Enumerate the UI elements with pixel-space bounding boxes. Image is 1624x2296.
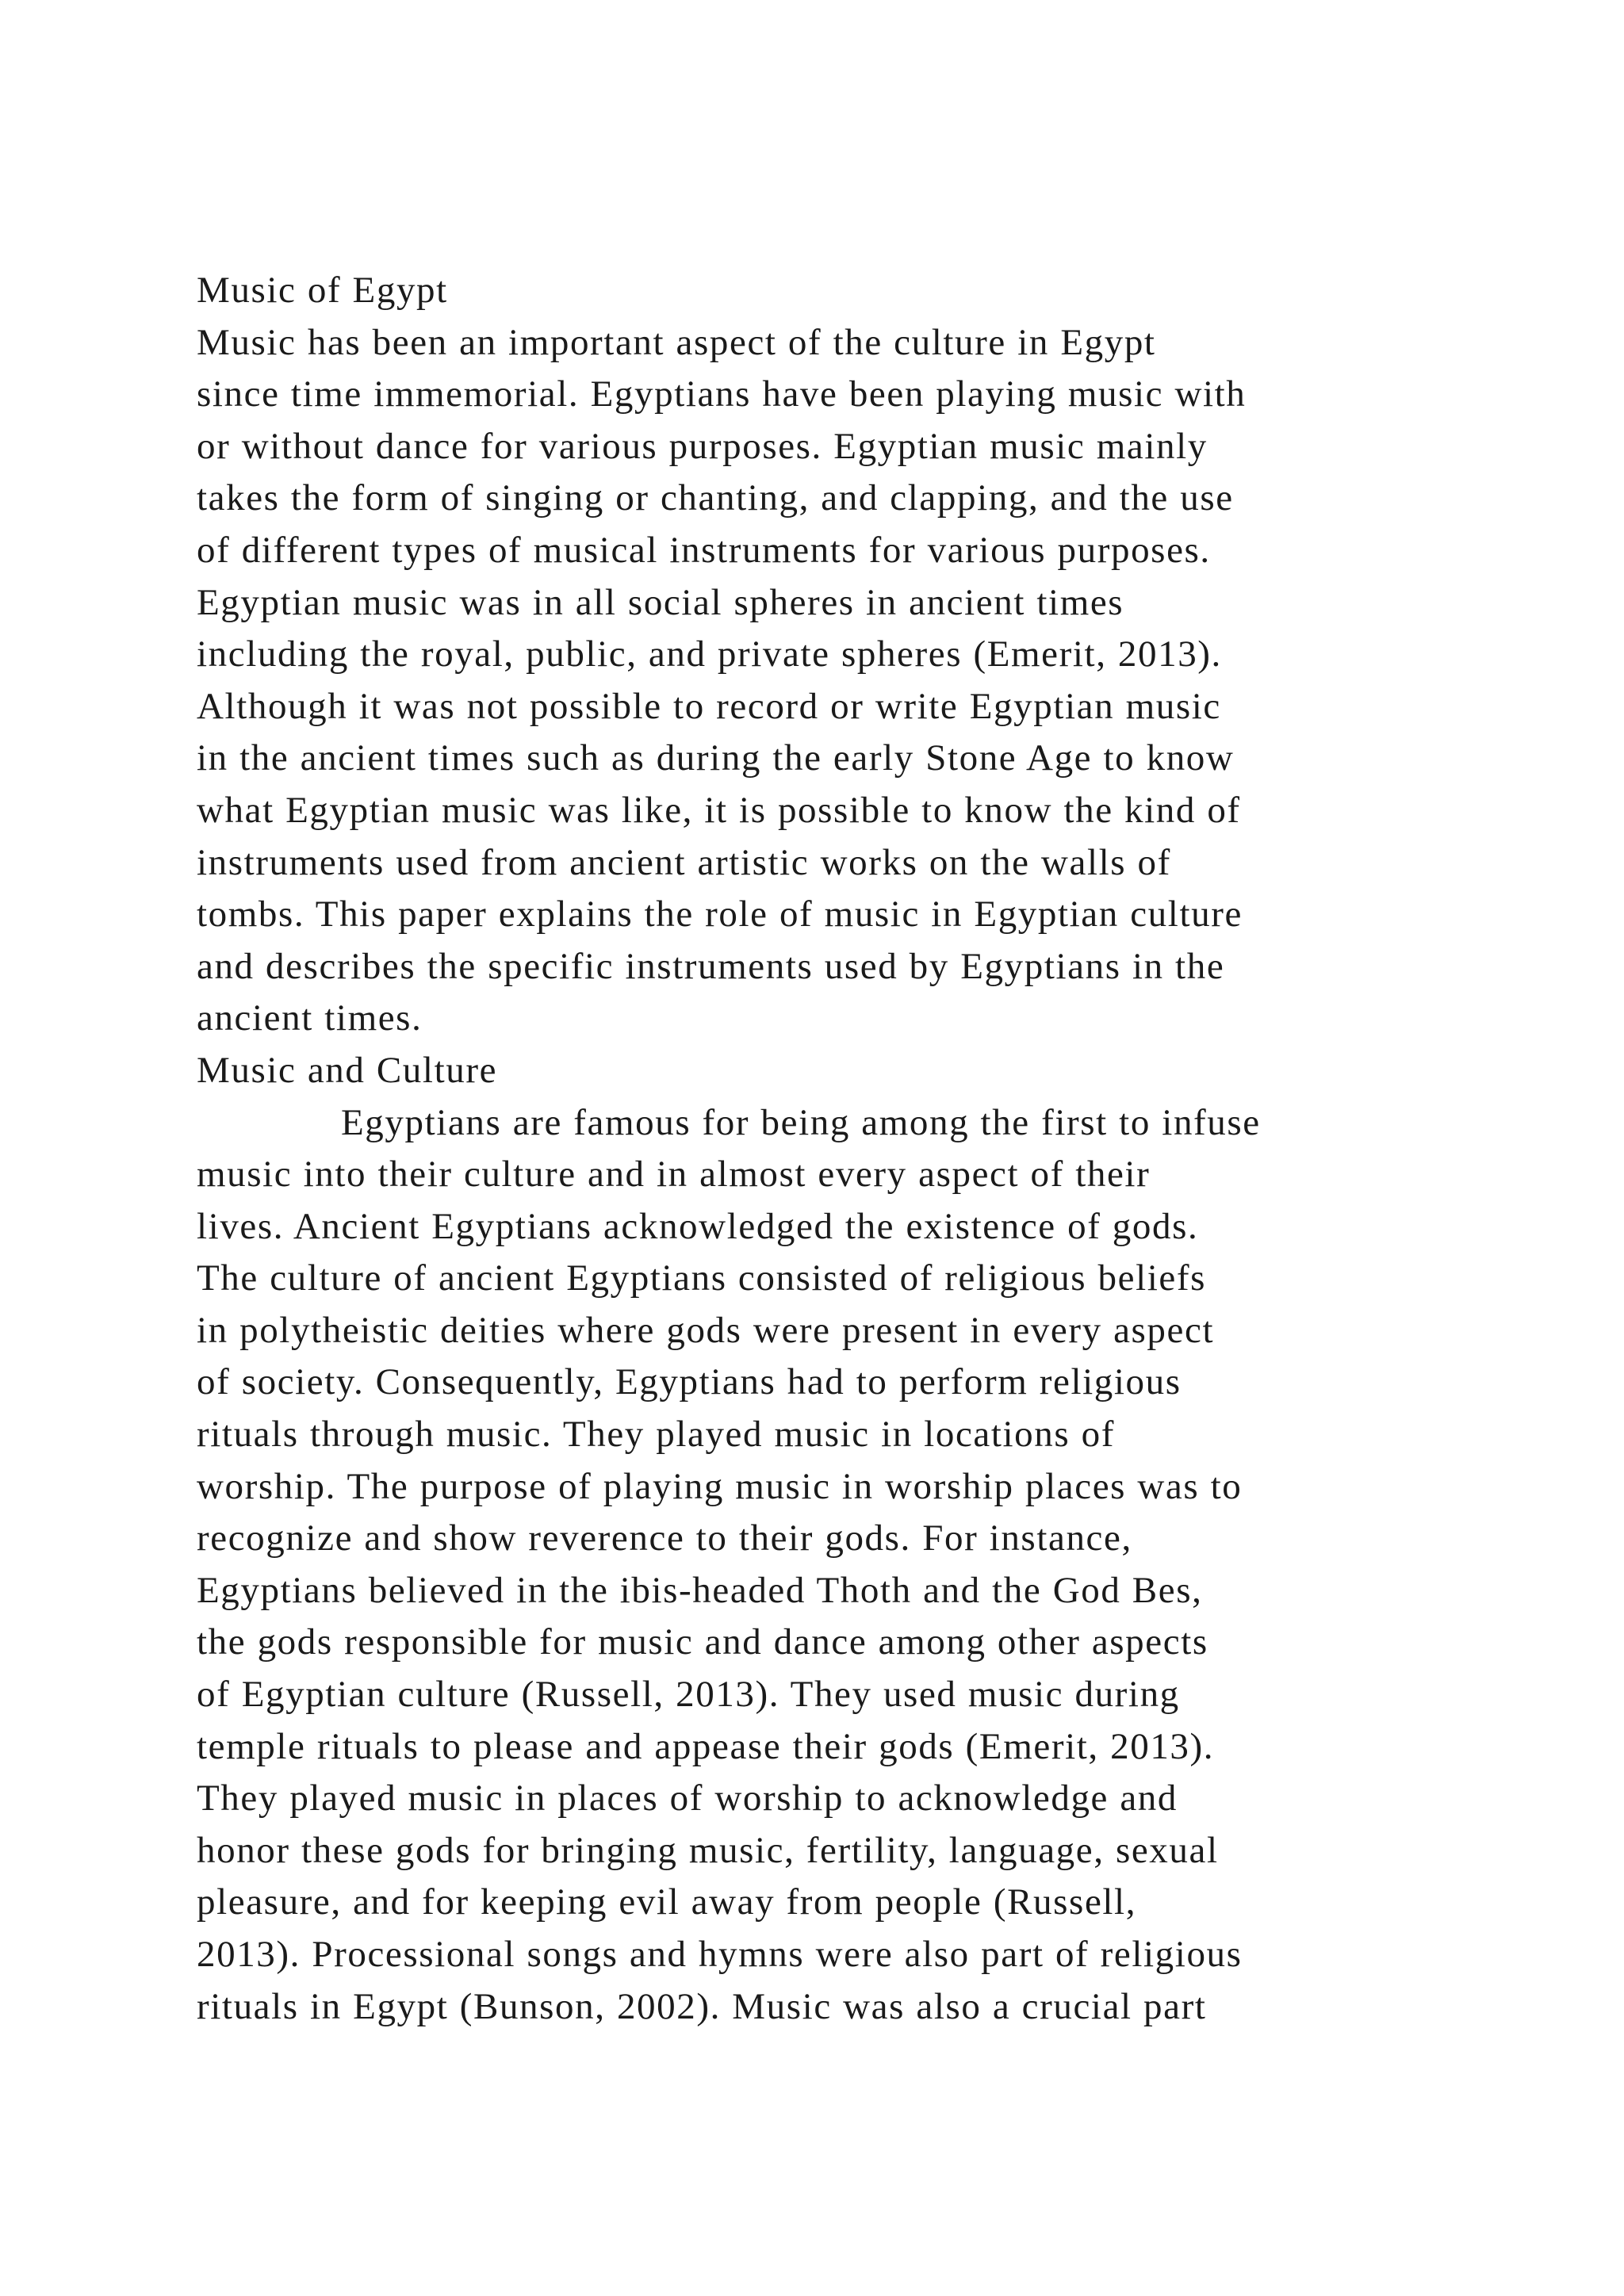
document-body (197, 265, 1497, 2033)
intro-line: and describes the specific instruments used by Egyptians in the (197, 945, 1225, 987)
section-line: of Egyptian culture (Russell, 2013). They used music during (197, 1674, 1180, 1716)
intro-line: tombs. This paper explains the role of music in Egyptian culture (197, 894, 1243, 936)
intro-line: Music has been an important aspect of the culture in Egypt (197, 321, 1156, 363)
section-line: 2013). Processional songs and hymns were also part of religious (197, 1934, 1243, 1975)
intro-line: ancient times. (197, 997, 423, 1039)
section-line: pleasure, and for keeping evil away from people (Russell, (197, 1881, 1137, 1923)
document-title: Music of Egypt (197, 270, 448, 311)
section-line: They played music in places of worship to acknowledge and (197, 1777, 1178, 1820)
section-line: rituals through music. They played music in locations of (197, 1414, 1115, 1456)
section-line: in polytheistic deities where gods were present in every aspect (197, 1309, 1215, 1351)
intro-line: takes the form of singing or chanting, and clapping, and the use (197, 477, 1234, 519)
section-line: rituals in Egypt (Bunson, 2002). Music was also a crucial part (197, 1985, 1207, 2027)
intro-line: Egyptian music was in all social spheres in ancient times (197, 581, 1124, 623)
section-heading: Music and Culture (197, 1049, 498, 1091)
intro-line: including the royal, public, and private spheres (Emerit, 2013). (197, 633, 1222, 675)
section-line: the gods responsible for music and dance among other aspects (197, 1621, 1208, 1663)
section-line: lives. Ancient Egyptians acknowledged the existence of gods. (197, 1205, 1199, 1247)
section-line: Egyptians are famous for being among the first to infuse (341, 1101, 1261, 1143)
section-line: music into their culture and in almost every aspect of their (197, 1154, 1151, 1196)
section-line: temple rituals to please and appease their gods (Emerit, 2013). (197, 1725, 1215, 1767)
section-line: Egyptians believed in the ibis-headed Thoth and the God Bes, (197, 1569, 1203, 1611)
intro-line: of different types of musical instruments for various purposes. (197, 529, 1211, 571)
intro-line: instruments used from ancient artistic works on the walls of (197, 841, 1171, 883)
section-line: of society. Consequently, Egyptians had to perform religious (197, 1361, 1182, 1403)
section-line: worship. The purpose of playing music in worship places was to (197, 1465, 1243, 1507)
section-line: recognize and show reverence to their gods. For instance, (197, 1517, 1132, 1559)
intro-line: what Egyptian music was like, it is possible to know the kind of (197, 789, 1241, 831)
section-line: The culture of ancient Egyptians consisted of religious beliefs (197, 1257, 1207, 1299)
intro-line: or without dance for various purposes. Egyptian music mainly (197, 425, 1208, 467)
section-line: honor these gods for bringing music, fertility, language, sexual (197, 1829, 1219, 1871)
intro-line: since time immemorial. Egyptians have been playing music with (197, 373, 1247, 415)
intro-line: in the ancient times such as during the early Stone Age to know (197, 737, 1235, 779)
intro-line: Although it was not possible to record or write Egyptian music (197, 685, 1221, 727)
